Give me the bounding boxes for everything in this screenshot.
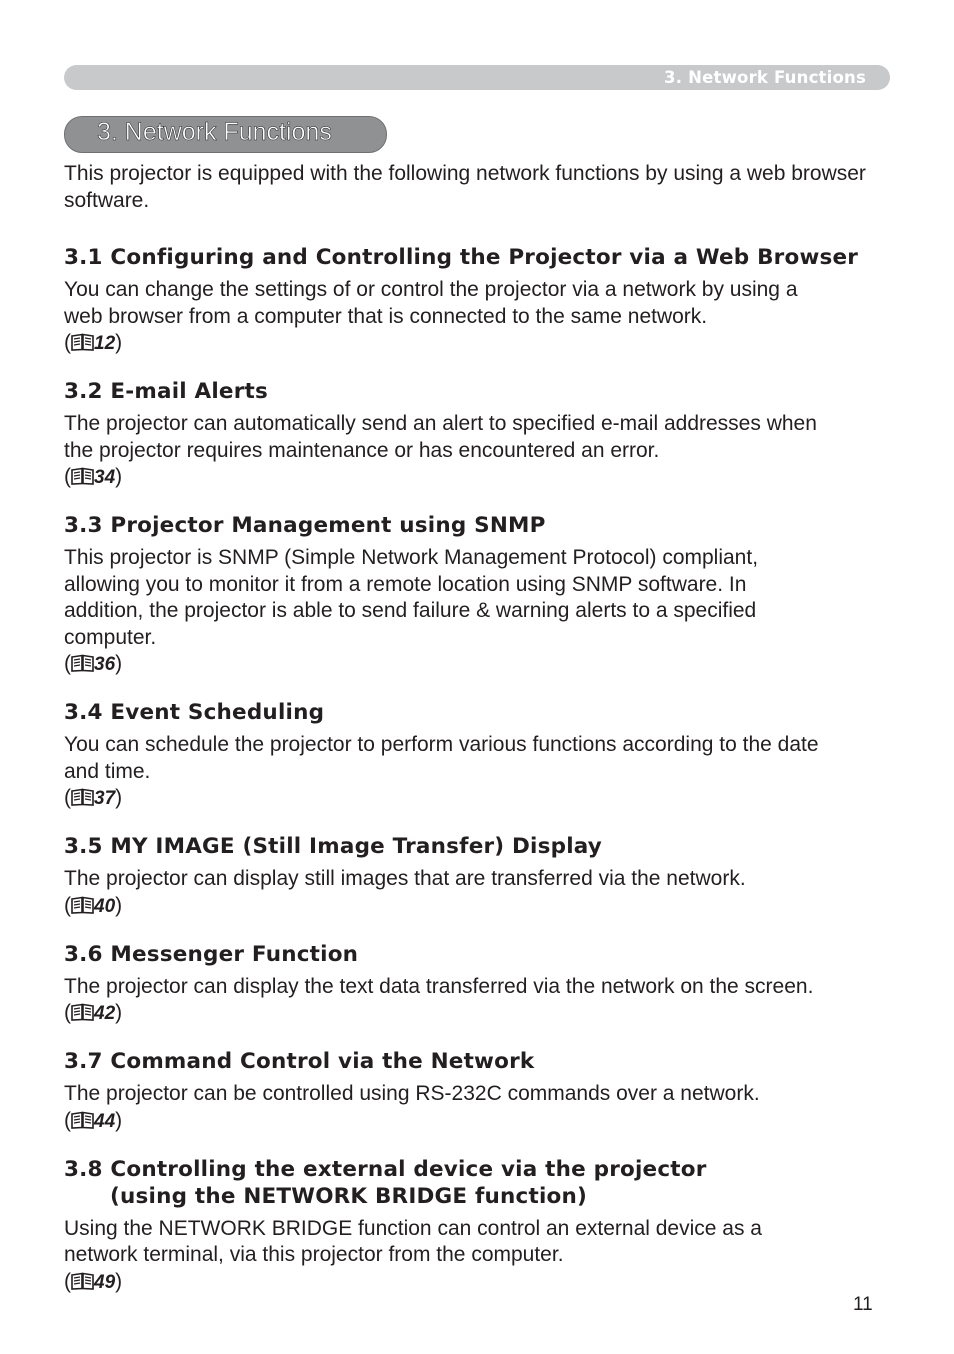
page-reference-link[interactable] [64, 785, 894, 811]
page-reference-link[interactable] [64, 1000, 894, 1026]
section-heading [64, 941, 894, 968]
reference-close-paren: ) [115, 786, 123, 809]
section [64, 941, 894, 1027]
reference-page-number: 34 [94, 467, 116, 488]
reference-open-paren: ( [64, 1108, 71, 1132]
reference-open-paren: ( [64, 465, 71, 488]
section [64, 378, 894, 490]
body-line: addition, the projector is able to send failure & warning alerts to a specified [64, 599, 757, 622]
book-icon [71, 894, 94, 917]
book-icon [71, 465, 94, 488]
body-line: The projector can automatically send an alert to specified e-mail addresses when [64, 412, 817, 435]
body-line: and time. [64, 759, 151, 783]
section-heading-text: 3.2 E-mail Alerts [64, 379, 268, 404]
section-heading [64, 244, 894, 271]
section-body [64, 411, 894, 464]
page-number: 11 [853, 1294, 873, 1315]
body-line: You can schedule the projector to perform various functions according to the date [64, 733, 819, 756]
body-line: You can change the settings of or control the projector via a network by using a [64, 278, 798, 301]
page-reference-link[interactable] [64, 330, 894, 356]
reference-open-paren: ( [64, 1269, 71, 1293]
body-line: network terminal, via this projector from the computer. [64, 1243, 564, 1266]
section-body [64, 866, 894, 893]
reference-close-paren: ) [115, 1001, 123, 1024]
section-heading-text: 3.3 Projector Management using SNMP [64, 513, 546, 538]
section [64, 244, 894, 356]
section [64, 1156, 894, 1295]
page-reference-link[interactable] [64, 893, 894, 919]
section-heading-text: 3.8 Controlling the external device via the projector [64, 1156, 707, 1182]
reference-close-paren: ) [115, 1108, 123, 1132]
section-heading [64, 378, 894, 405]
page-reference-link[interactable] [64, 651, 894, 677]
section-heading [64, 1048, 894, 1075]
reference-open-paren: ( [64, 652, 71, 675]
intro-paragraph: This projector is equipped with the following network functions by using a web browser software. [64, 162, 866, 212]
body-line: allowing you to monitor it from a remote location using SNMP software. In [64, 572, 747, 596]
section-heading-text: 3.5 MY IMAGE (Still Image Transfer) Display [64, 834, 603, 859]
chapter-title: 3. Network Functions [97, 118, 332, 146]
body-line: This projector is SNMP (Simple Network Management Protocol) compliant, [64, 546, 759, 569]
running-header [64, 65, 890, 90]
section-heading-text: 3.4 Event Scheduling [64, 700, 325, 725]
section-heading [64, 833, 894, 860]
reference-page-number: 44 [94, 1110, 116, 1132]
body-line: Using the NETWORK BRIDGE function can control an external device as a [64, 1216, 762, 1240]
reference-page-number: 12 [94, 333, 116, 354]
book-icon [71, 1109, 94, 1132]
section-heading [64, 699, 894, 726]
page-content [64, 161, 894, 1317]
reference-page-number: 36 [94, 654, 116, 675]
body-line: The projector can be controlled using RS-232C commands over a network. [64, 1082, 760, 1105]
section [64, 1048, 894, 1134]
reference-open-paren: ( [64, 786, 71, 809]
book-icon [71, 652, 94, 675]
reference-open-paren: ( [64, 1001, 71, 1024]
reference-open-paren: ( [64, 893, 71, 917]
body-line: The projector can display still images that are transferred via the network. [64, 867, 746, 890]
reference-close-paren: ) [115, 465, 123, 488]
reference-open-paren: ( [64, 331, 71, 354]
running-header-title: 3. Network Functions [664, 68, 866, 87]
section-heading-text: 3.1 Configuring and Controlling the Projector via a Web Browser [64, 245, 859, 270]
page-reference-link[interactable] [64, 464, 894, 490]
reference-page-number: 37 [94, 788, 116, 809]
section-body [64, 545, 894, 651]
section-heading-text: 3.6 Messenger Function [64, 941, 359, 967]
book-icon [71, 786, 94, 809]
section-body [64, 732, 894, 785]
book-icon [71, 1001, 94, 1024]
book-icon [71, 1270, 94, 1293]
sections-list [64, 244, 894, 1295]
reference-close-paren: ) [115, 652, 123, 675]
page-reference-link[interactable] [64, 1108, 894, 1134]
body-line: The projector can display the text data transferred via the network on the screen. [64, 974, 814, 998]
reference-page-number: 49 [94, 1271, 116, 1293]
section-body [64, 974, 894, 1001]
reference-close-paren: ) [115, 893, 123, 917]
reference-page-number: 42 [94, 1003, 116, 1024]
section-body [64, 1081, 894, 1108]
section-heading-line2: (using the NETWORK BRIDGE function) [110, 1183, 588, 1209]
chapter-title-pill [64, 116, 387, 153]
section-body [64, 277, 894, 330]
section-heading [64, 1156, 894, 1210]
page-reference-link[interactable] [64, 1269, 894, 1295]
section [64, 833, 894, 919]
section [64, 699, 894, 811]
section-body [64, 1216, 894, 1269]
section [64, 512, 894, 677]
body-line: web browser from a computer that is connected to the same network. [64, 304, 708, 328]
reference-page-number: 40 [94, 895, 116, 917]
reference-close-paren: ) [115, 331, 123, 354]
book-icon [71, 331, 94, 354]
section-heading-text: 3.7 Command Control via the Network [64, 1049, 535, 1074]
body-line: the projector requires maintenance or has encountered an error. [64, 438, 660, 462]
section-heading [64, 512, 894, 539]
reference-close-paren: ) [115, 1269, 123, 1293]
body-line: computer. [64, 625, 157, 649]
